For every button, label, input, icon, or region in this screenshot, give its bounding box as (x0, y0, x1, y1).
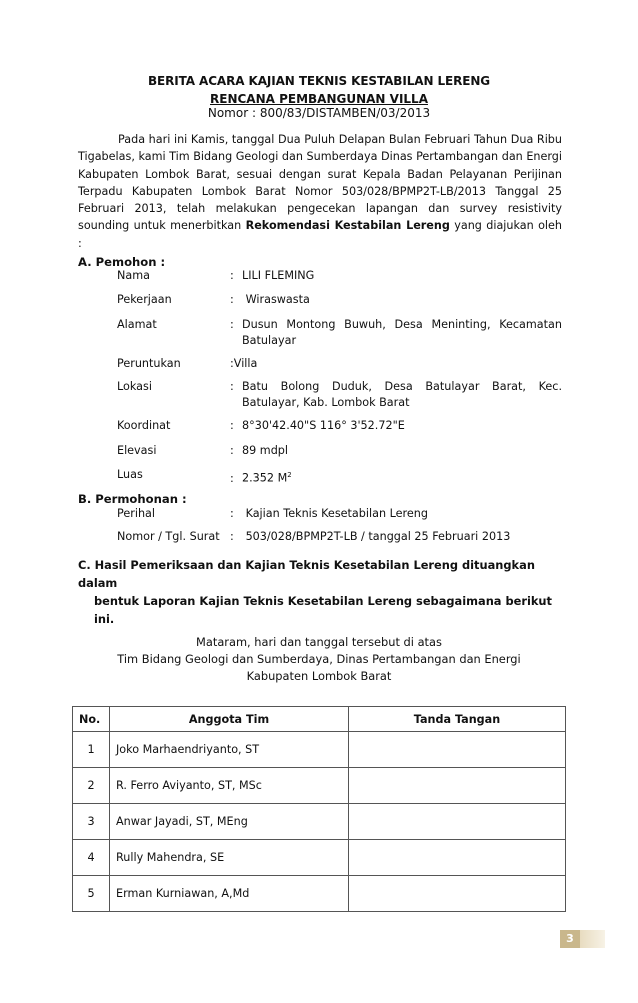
closing-team: Tim Bidang Geologi dan Sumberdaya, Dinas Pertambangan dan Energi (117, 652, 521, 666)
field-label: Peruntukan (117, 357, 181, 370)
row-name: Rully Mahendra, SE (110, 840, 349, 876)
field-label: Pekerjaan (117, 293, 172, 306)
field-label: Nomor / Tgl. Surat (117, 530, 220, 543)
row-signature (349, 732, 566, 768)
intro-tail: yang diajukan oleh : (78, 219, 562, 250)
field-label: Alamat (117, 318, 157, 331)
row-name: R. Ferro Aviyanto, ST, MSc (110, 768, 349, 804)
section-b-heading: B. Permohonan : (78, 492, 187, 506)
header-no: No. (73, 707, 110, 732)
field-value: 503/028/BPMP2T-LB / tanggal 25 Februari 2013 (245, 530, 511, 543)
field-label: Koordinat (117, 419, 171, 432)
field-value: 2.352 M (242, 471, 288, 485)
page-number-bar (580, 930, 605, 948)
field-value-line1: Dusun Montong Buwuh, Desa Meninting, Kecamatan (242, 318, 562, 331)
field-label: Lokasi (117, 380, 152, 393)
page-number: 3 (560, 930, 580, 948)
table-header-row (73, 707, 566, 732)
field-value-line2: Batulayar, Kab. Lombok Barat (242, 396, 410, 409)
closing-place-date: Mataram, hari dan tanggal tersebut di atas (196, 635, 442, 649)
field-label: Elevasi (117, 444, 157, 457)
table-row (73, 876, 566, 912)
field-value: LILI FLEMING (242, 269, 315, 282)
row-no: 3 (73, 804, 110, 840)
field-value: Villa (233, 357, 258, 370)
row-no: 5 (73, 876, 110, 912)
section-c (78, 556, 568, 628)
row-signature (349, 876, 566, 912)
field-value: 89 mdpl (242, 444, 289, 457)
field-value: Kajian Teknis Kesetabilan Lereng (245, 507, 428, 520)
table-row (73, 768, 566, 804)
row-signature (349, 840, 566, 876)
table-row (73, 804, 566, 840)
section-c-line1: C. Hasil Pemeriksaan dan Kajian Teknis Kesetabilan Lereng dituangkan dalam (78, 558, 535, 590)
field-label: Luas (117, 468, 143, 481)
row-no: 2 (73, 768, 110, 804)
row-no: 4 (73, 840, 110, 876)
field-value-sup: 2 (287, 471, 292, 479)
closing-regency: Kabupaten Lombok Barat (246, 669, 392, 683)
row-name: Erman Kurniawan, A,Md (110, 876, 349, 912)
field-label: Nama (117, 269, 150, 282)
header-member: Anggota Tim (110, 707, 349, 732)
field-value: Wiraswasta (245, 293, 310, 306)
field-value-line1: Batu Bolong Duduk, Desa Batulayar Barat, Kec. (242, 380, 562, 393)
row-name: Anwar Jayadi, ST, MEng (110, 804, 349, 840)
intro-text: Pada hari ini Kamis, tanggal Dua Puluh Delapan Bulan Februari Tahun Dua Ribu Tigabelas, kami Tim Bidang Geologi dan Sumberdaya Dinas Pertambangan dan Energi Kabupaten Lombok Barat, sesuai dengan surat Kepala Badan Pelayanan Perijinan Terpadu Kabupaten Lombok Barat Nomor 503/028/BPMP2T-LB/2013 Tanggal 25 Februari 2013, telah melakukan pengecekan lapangan dan survey resistivity sounding untuk menerbitkan (78, 133, 562, 233)
section-a-heading: A. Pemohon : (78, 255, 166, 269)
field-label: Perihal (117, 507, 155, 520)
row-signature (349, 768, 566, 804)
table-row (73, 840, 566, 876)
document-page: BERITA ACARA KAJIAN TEKNIS KESTABILAN LERENG RENCANA PEMBANGUNAN VILLA Nomor : 800/83/DISTAMBEN/03/2013 Pada hari ini Kamis, tanggal Dua Puluh Delapan Bulan Februari Tahun Dua Ribu Tigabelas, kami Tim Bidang Geologi dan Sumberdaya Dinas Pertambangan dan Energi Kabupaten Lombok Barat, sesuai dengan surat Kepala Badan Pelayanan Perijinan Terpadu Kabupaten Lombok Barat Nomor 503/028/BPMP2T-LB/2013 Tanggal 25 Februari 2013, telah melakukan pengecekan lapangan dan survey resistivity sounding untuk menerbitkan Rekomendasi Kestabilan Lereng yang diajukan oleh : A. Pemohon : Nama : LILI FLEMING Pekerjaan : Wiraswasta Alamat : Dusun Montong Buwuh, Desa Meninting, Kecamatan Batulayar Peruntukan :Villa Lokasi : Batu Bolong Duduk, Desa Batulayar Barat, Kec. Batulayar, Kab. Lombok Barat Koordinat : 8°30'42.40"S 116° 3'52.72"E Elevasi : 89 mdpl Luas : 2.352 $M^2$ B. Permohonan : Perihal : Kajian Teknis Kesetabilan Lereng Nomor / Tgl. Surat : 503/028/BPMP2T-LB / tanggal 25 Februari 2013 C. Hasil Pemeriksaan dan Kajian Teknis Kesetabilan Lereng dituangkan dalam bentuk Laporan Kajian Teknis Kesetabilan Lereng sebagaimana berikut ini. Mataram, hari dan tanggal tersebut di atas Tim Bidang Geologi dan Sumberdaya, Dinas Pertambangan dan Energi Kabupaten Lombok Barat No. Anggota Tim Tanda Tangan 1 Joko Marhaendriyanto, ST 2 R. Ferro Aviyanto, ST, MSc 3 Anwar Jayadi, ST, MEng 4 Rully Mahendra, SE 5 Erman Kurniawan, A,Md 3 (0, 0, 638, 1003)
document-number: Nomor : 800/83/DISTAMBEN/03/2013 (207, 106, 431, 120)
field-value-line2: Batulayar (242, 334, 297, 347)
section-c-line2: bentuk Laporan Kajian Teknis Kesetabilan Lereng sebagaimana berikut ini. (94, 594, 552, 626)
document-subtitle: RENCANA PEMBANGUNAN VILLA (210, 92, 428, 106)
team-table (72, 706, 566, 912)
row-no: 1 (73, 732, 110, 768)
document-title: BERITA ACARA KAJIAN TEKNIS KESTABILAN LERENG (147, 74, 491, 88)
header-signature: Tanda Tangan (349, 707, 566, 732)
table-row (73, 732, 566, 768)
page-number-badge (560, 930, 605, 948)
row-name: Joko Marhaendriyanto, ST (110, 732, 349, 768)
row-signature (349, 804, 566, 840)
intro-emphasis: Rekomendasi Kestabilan Lereng (245, 219, 450, 233)
field-value: 8°30'42.40"S 116° 3'52.72"E (242, 419, 405, 432)
intro-paragraph (78, 131, 562, 252)
